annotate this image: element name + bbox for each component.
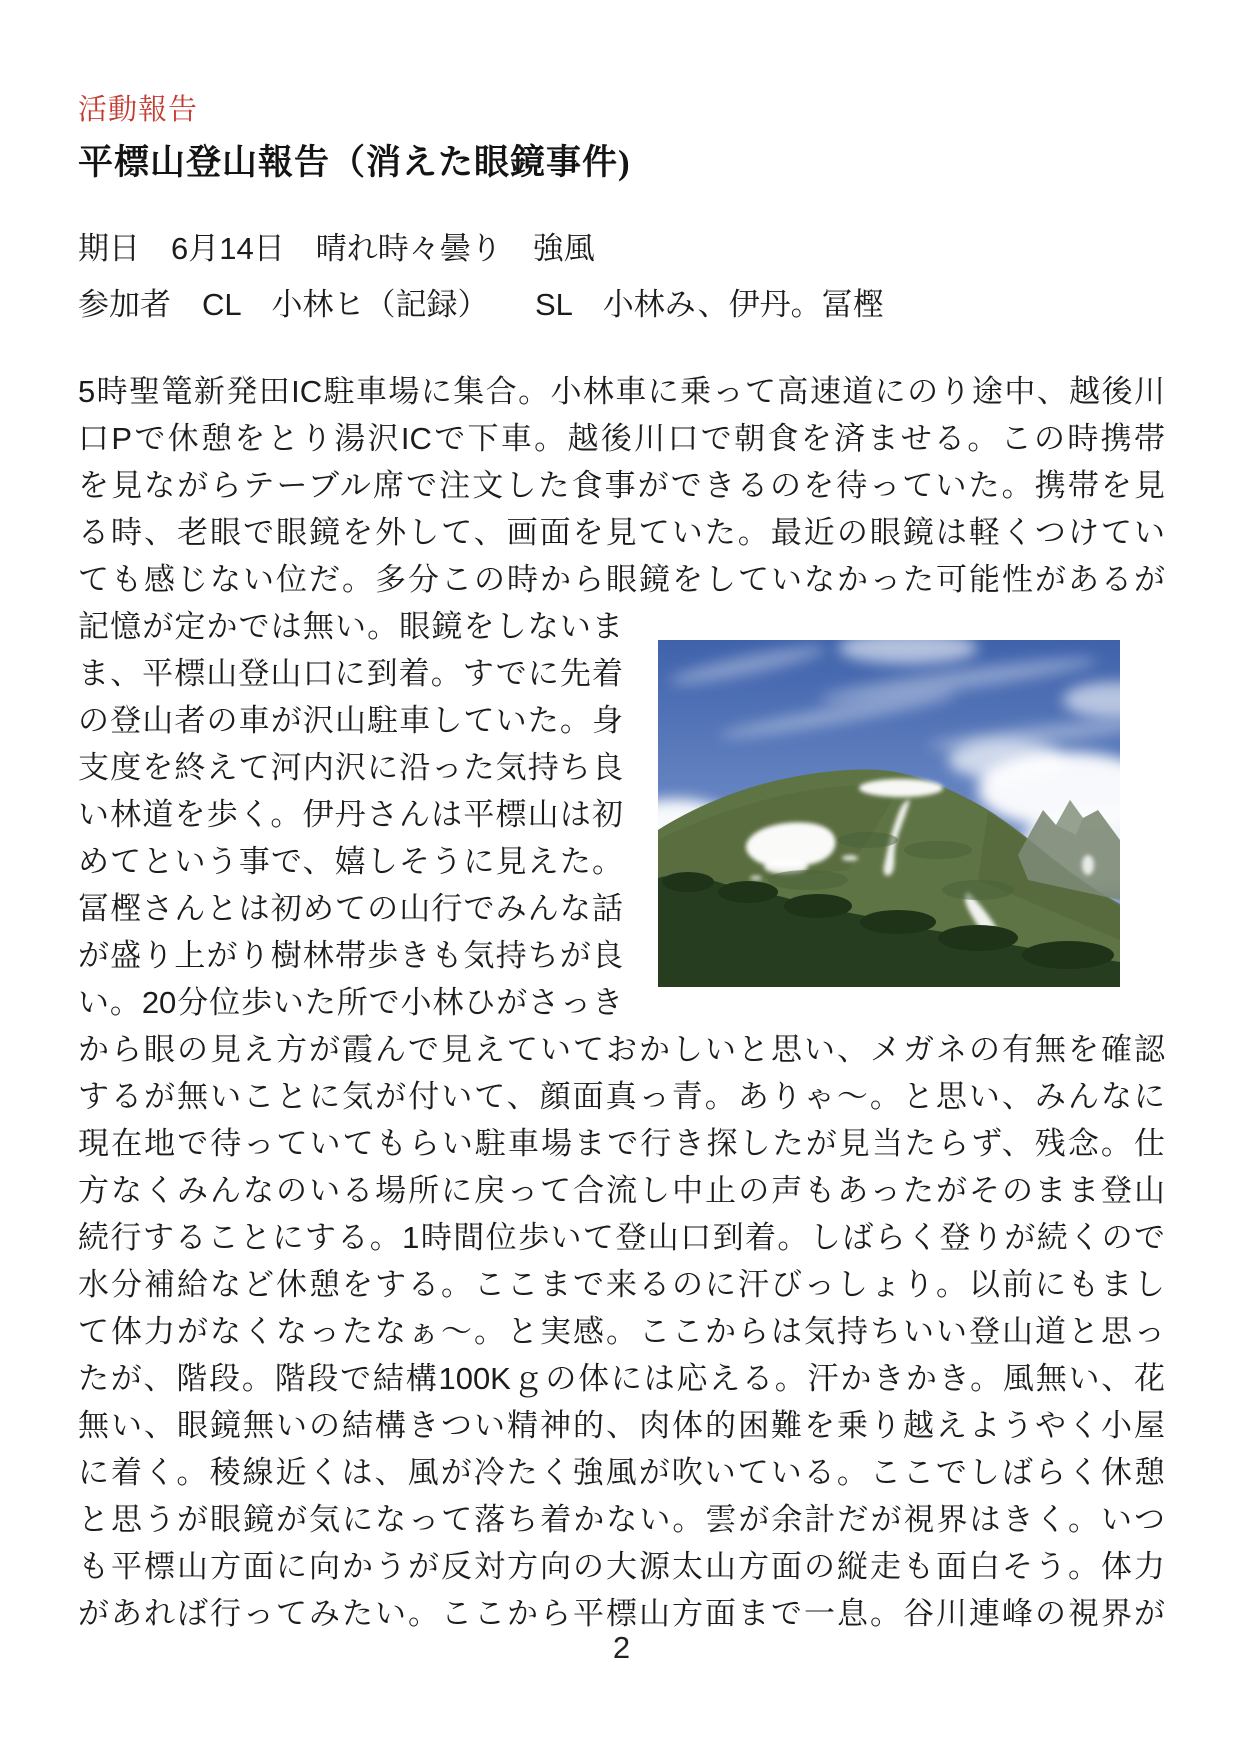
body-text-line: たが、階段。階段で結構100Kｇの体には応える。汗かきかき。風無い、花 — [78, 1361, 1165, 1396]
page-number: 2 — [612, 1630, 631, 1665]
body-text-line: 口Pで休憩をとり湯沢ICで下車。越後川口で朝食を済ませる。この時携帯 — [78, 421, 1165, 456]
body-text-line: る時、老眼で眼鏡を外して、画面を見ていた。最近の眼鏡は軽くつけてい — [78, 515, 1165, 550]
section-heading: 活動報告 — [78, 94, 199, 126]
body-text-line: が盛り上がり樹林帯歩きも気持ちが良 — [78, 938, 623, 973]
body-text-line: があれば行ってみたい。ここから平標山方面まで一息。谷川連峰の視界が — [78, 1596, 1165, 1631]
body-text-line: 方なくみんなのいる場所に戻って合流し中止の声もあったがそのまま登山 — [78, 1173, 1165, 1208]
body-text-line: も平標山方面に向かうが反対方向の大源太山方面の縦走も面白そう。体力 — [78, 1549, 1165, 1584]
body-text-line: に着く。稜線近くは、風が冷たく強風が吹いている。ここでしばらく休憩 — [78, 1455, 1165, 1490]
report-meta — [78, 221, 1165, 333]
body-text-line: から眼の見え方が霞んで見えていておかしいと思い、メガネの有無を確認 — [78, 1032, 1165, 1067]
body-text-line: ま、平標山登山口に到着。すでに先着 — [78, 656, 623, 691]
body-text-line: するが無いことに気が付いて、顔面真っ青。ありゃ〜。と思い、みんなに — [78, 1079, 1165, 1114]
participants-line: 参加者 CL 小林ヒ（記録） SL 小林み、伊丹。冨樫 — [78, 287, 884, 322]
body-text-line: 冨樫さんとは初めての山行でみんな話 — [78, 891, 623, 926]
report-body — [78, 368, 1165, 1637]
body-text-line: 現在地で待っていてもらい駐車場まで行き探したが見当たらず、残念。仕 — [78, 1126, 1165, 1161]
body-text-line: い林道を歩く。伊丹さんは平標山は初 — [78, 797, 623, 832]
paragraph-lines-after-photo — [78, 1026, 1165, 1637]
body-text-line: 無い、眼鏡無いの結構きつい精神的、肉体的困難を乗り越えようやく小屋 — [78, 1408, 1165, 1443]
paragraph-lines-before-photo — [78, 368, 1165, 603]
body-text-line: めてという事で、嬉しそうに見えた。 — [78, 844, 623, 879]
report-title: 平標山登山報告（消えた眼鏡事件) — [78, 143, 631, 182]
mountain-photo — [658, 640, 1120, 987]
body-text-line: を見ながらテーブル席で注文した食事ができるのを待っていた。携帯を見 — [78, 468, 1165, 503]
body-text-line: 水分補給など休憩をする。ここまで来るのに汗びっしょり。以前にもまし — [78, 1267, 1165, 1302]
body-text-line: 支度を終えて河内沢に沿った気持ち良 — [78, 750, 623, 785]
body-text-line: ても感じない位だ。多分この時から眼鏡をしていなかった可能性があるが — [78, 562, 1165, 597]
body-text-line: て体力がなくなったなぁ〜。と実感。ここからは気持ちいい登山道と思っ — [78, 1314, 1165, 1349]
body-text-line: 5時聖篭新発田IC駐車場に集合。小林車に乗って高速道にのり途中、越後川 — [78, 374, 1165, 409]
date-weather-line: 期日 6月14日 晴れ時々曇り 強風 — [78, 231, 595, 266]
body-text-line: 記憶が定かでは無い。眼鏡をしないま — [78, 609, 623, 644]
paragraph-lines-beside-photo — [78, 603, 623, 1026]
body-text-line: の登山者の車が沢山駐車していた。身 — [78, 703, 623, 738]
body-text-line: い。20分位歩いた所で小林ひがさっき — [78, 985, 623, 1020]
body-text-line: 続行することにする。1時間位歩いて登山口到着。しばらく登りが続くので — [78, 1220, 1165, 1255]
body-text-line: と思うが眼鏡が気になって落ち着かない。雲が余計だが視界はきく。いつ — [78, 1502, 1165, 1537]
